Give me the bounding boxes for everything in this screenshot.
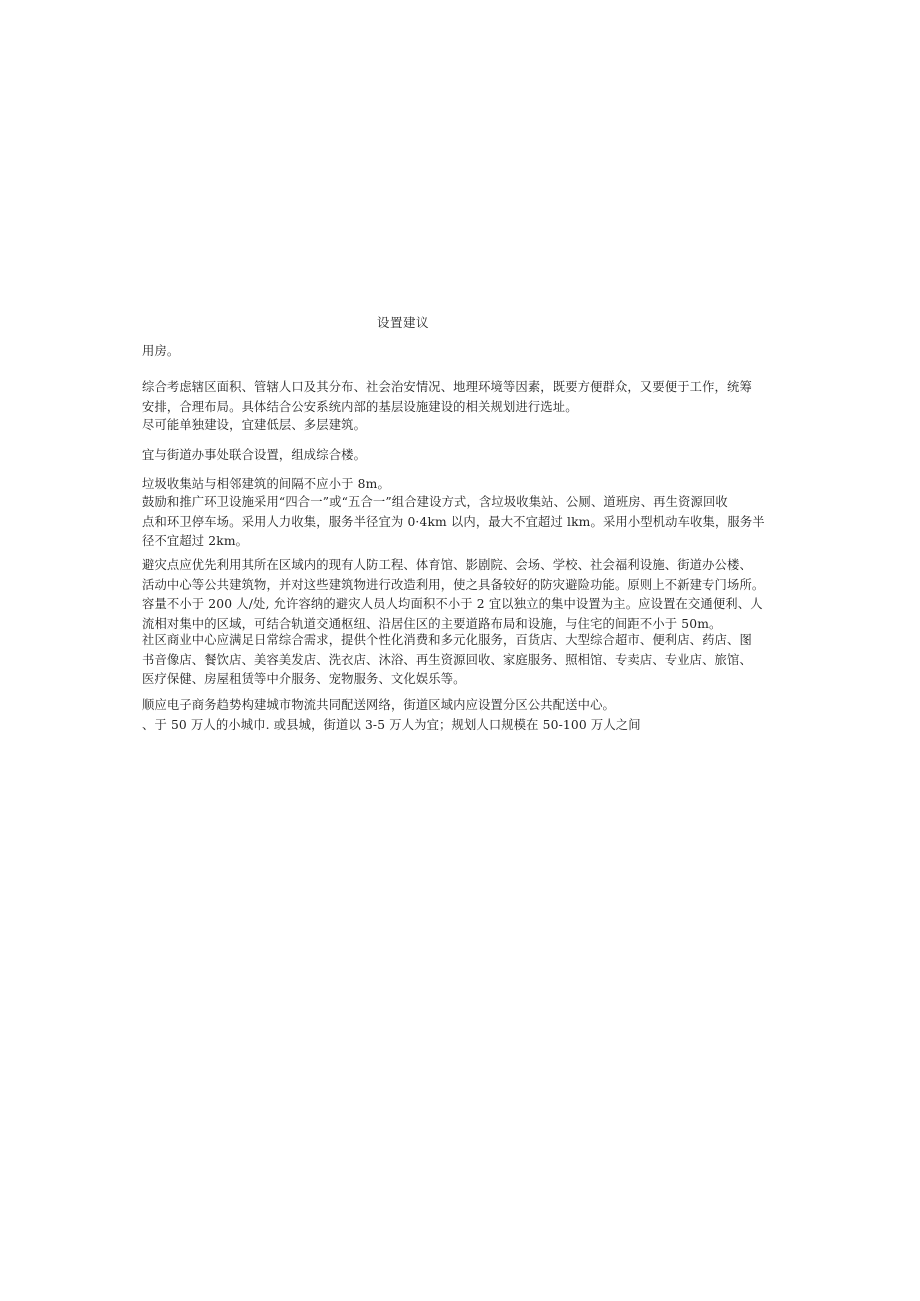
text-line: 、于 50 万人的小城巾. 或县城，街道以 3-5 万人为宜；规划人口规模在 50-100 万人之间 bbox=[142, 718, 641, 732]
paragraph-standalone-building bbox=[142, 416, 790, 436]
text-line: 书音像店、餐饮店、美容美发店、洗衣店、沐浴、再生资源回收、家庭服务、照相馆、专卖店、专业店、旅馆、 bbox=[142, 652, 752, 667]
text-line: 流相对集中的区域，可结合轨道交通枢纽、沿居住区的主要道路布局和设施，与住宅的间距不小于 50m。 bbox=[142, 616, 722, 631]
text-line: 避灾点应优先利用其所在区域内的现有人防工程、体育馆、影剧院、会场、学校、社会福利设施、街道办公楼、 bbox=[142, 558, 752, 572]
text-line: 垃圾收集站与相邻建筑的间隔不应小于 8m。 bbox=[142, 477, 390, 491]
text-line: 活动中心等公共建筑物，并对这些建筑物进行改造利用，使之具备较好的防灾避险功能。原则上不新建专门场所。 bbox=[142, 577, 765, 592]
text-line: 安排，合理布局。具体结合公安系统内部的基层设施建设的相关规划进行选址。 bbox=[142, 399, 578, 414]
paragraph-usage-rooms bbox=[142, 342, 790, 362]
text-line: 径不宜超过 2km。 bbox=[142, 534, 249, 549]
text-line: 尽可能单独建设，宜建低层、多层建筑。 bbox=[142, 418, 367, 432]
text-line: 用房。 bbox=[142, 344, 180, 358]
paragraph-police-siting bbox=[142, 378, 790, 417]
paragraph-logistics bbox=[142, 696, 790, 716]
text-line: 医疗保健、房屋租赁等中介服务、宠物服务、文化娱乐等。 bbox=[142, 672, 466, 687]
paragraph-joint-office bbox=[142, 446, 790, 466]
text-line: 容量不小于 200 人/处, 允许容纳的避灾人员人均面积不小于 2 宜以独立的集中设置为主。应设置在交通便利、人 bbox=[142, 597, 763, 612]
text-line: 社区商业中心应满足日常综合需求，提供个性化消费和多元化服务，百货店、大型综合超市、便利店、药店、图 bbox=[142, 633, 752, 647]
paragraph-disaster-shelter bbox=[142, 556, 790, 634]
paragraph-population-scale bbox=[142, 716, 790, 736]
section-title: 设置建议 bbox=[376, 315, 429, 330]
text-line: 顺应电子商务趋势构建城市物流共同配送网络，街道区域内应设置分区公共配送中心。 bbox=[142, 698, 615, 712]
text-line: 鼓励和推广环卫设施采用“四合一”或“五合一”组合建设方式，含垃圾收集站、公厕、道班房、再生资源回收 bbox=[142, 495, 728, 509]
text-line: 宜与街道办事处联合设置，组成综合楼。 bbox=[142, 448, 367, 462]
paragraph-garbage-spacing bbox=[142, 475, 790, 495]
paragraph-commercial-center bbox=[142, 631, 790, 690]
text-line: 综合考虑辖区面积、管辖人口及其分布、社会治安情况、地理环境等因素，既要方便群众，又要便于工作，统筹 bbox=[142, 380, 752, 394]
paragraph-sanitation-facilities bbox=[142, 493, 790, 552]
text-line: 点和环卫停车场。采用人力收集，服务半径宜为 0·4km 以内，最大不宜超过 lkm。采用小型机动车收集，服务半 bbox=[142, 514, 765, 529]
